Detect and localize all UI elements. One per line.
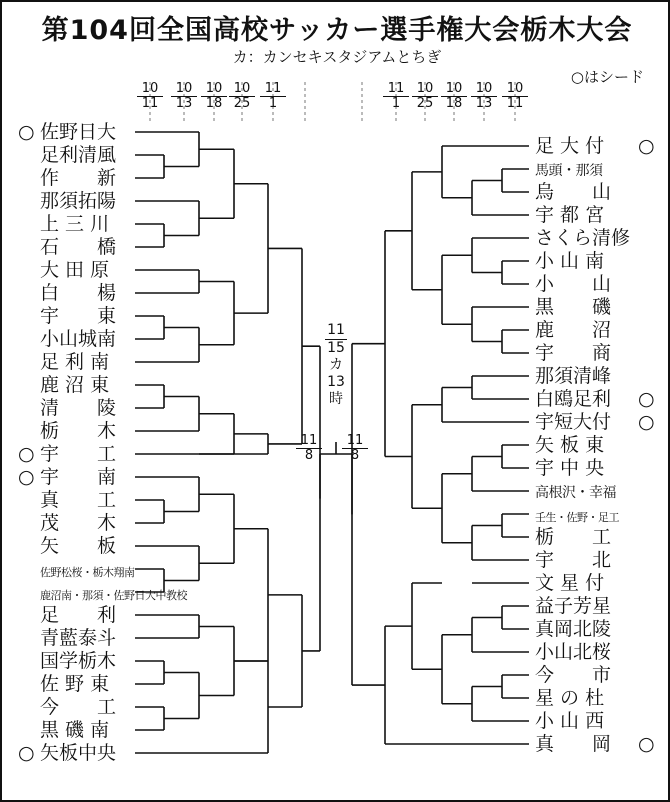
- date-day: 18: [441, 96, 467, 111]
- date-day: 18: [201, 96, 227, 111]
- team-name-left: 矢板中央: [40, 742, 117, 764]
- final-venue: カ: [329, 357, 343, 373]
- team-name-right: 小 山 西: [535, 710, 605, 732]
- team-name-right: 今 市: [535, 664, 612, 686]
- team-name-left: 佐野松桜・栃木翔南: [40, 566, 135, 579]
- team-name-right: 文 星 付: [535, 572, 605, 594]
- date-month: 11: [387, 81, 405, 96]
- team-name-right: 矢 板 東: [535, 434, 605, 456]
- team-name-right: 小 山 南: [535, 250, 605, 272]
- seed-legend: ○はシード: [570, 68, 644, 86]
- date-day: 1: [383, 96, 409, 111]
- semifinal-date-left: [296, 434, 322, 463]
- team-name-right: 真岡北陵: [535, 618, 612, 640]
- team-name-left: 佐野日大: [40, 121, 117, 143]
- date-month: 10: [475, 81, 493, 96]
- team-name-left: 鹿沼南・那須・佐野日大中教校: [40, 589, 187, 602]
- round-date-left: [201, 82, 227, 111]
- team-name-left: 宇 南: [40, 466, 117, 488]
- seed-mark: ○: [18, 742, 35, 764]
- team-name-right: 宇 都 宮: [535, 204, 605, 226]
- date-day: 25: [229, 96, 255, 111]
- round-date-right: [471, 82, 497, 111]
- team-name-right: 高根沢・幸福: [535, 485, 616, 501]
- team-name-left: 栃 木: [40, 420, 117, 442]
- date-month: 11: [264, 81, 282, 96]
- date-day: 1: [260, 96, 286, 111]
- seed-mark: ○: [638, 411, 655, 433]
- round-date-left: [229, 82, 255, 111]
- round-date-right: [383, 82, 409, 111]
- team-name-right: 那須清峰: [535, 365, 612, 387]
- seed-mark: ○: [638, 733, 655, 755]
- round-date-left: [260, 82, 286, 111]
- date-day: 11: [137, 96, 163, 111]
- team-name-left: 青藍泰斗: [40, 627, 117, 649]
- seed-mark: ○: [638, 135, 655, 157]
- final-time: 13: [327, 374, 345, 390]
- date-day: 13: [171, 96, 197, 111]
- final-time-unit: 時: [329, 391, 343, 407]
- date-month: 11: [300, 433, 318, 448]
- team-name-right: 烏 山: [535, 181, 612, 203]
- date-month: 11: [346, 433, 364, 448]
- team-name-left: 今 工: [40, 696, 117, 718]
- team-name-right: さくら清修: [535, 227, 631, 249]
- team-name-left: 黒 磯 南: [40, 719, 110, 741]
- team-name-right: 宇 中 央: [535, 457, 605, 479]
- team-name-left: 矢 板: [40, 535, 117, 557]
- team-name-right: 真 岡: [535, 733, 612, 755]
- date-month: 10: [205, 81, 223, 96]
- round-date-right: [502, 82, 528, 111]
- date-day: 8: [296, 448, 322, 463]
- team-name-left: 佐 野 東: [40, 673, 110, 695]
- team-name-left: 大 田 原: [40, 259, 110, 281]
- final-day: 15: [325, 339, 347, 357]
- round-date-left: [137, 82, 163, 111]
- round-date-right: [412, 82, 438, 111]
- seed-mark: ○: [18, 121, 35, 143]
- date-month: 10: [445, 81, 463, 96]
- round-date-left: [171, 82, 197, 111]
- seed-mark: ○: [18, 466, 35, 488]
- team-name-right: 壬生・佐野・足工: [535, 511, 619, 524]
- team-name-left: 真 工: [40, 489, 117, 511]
- team-name-left: 足 利: [40, 604, 117, 626]
- team-name-left: 清 陵: [40, 397, 117, 419]
- date-day: 13: [471, 96, 497, 111]
- team-name-right: 馬頭・那須: [535, 163, 603, 179]
- team-name-right: 栃 工: [535, 526, 612, 548]
- page-title: 第104回全国高校サッカー選手権大会栃木大会: [41, 15, 633, 46]
- team-name-left: 宇 工: [40, 443, 117, 465]
- semifinal-date-right: [342, 434, 368, 463]
- date-day: 8: [342, 448, 368, 463]
- date-month: 10: [233, 81, 251, 96]
- team-name-left: 作 新: [40, 167, 117, 189]
- team-name-left: 足利清風: [40, 144, 117, 166]
- team-name-right: 黒 磯: [535, 296, 612, 318]
- date-month: 10: [141, 81, 159, 96]
- team-name-left: 足 利 南: [40, 351, 110, 373]
- team-name-right: 宇 北: [535, 549, 612, 571]
- team-name-right: 小 山: [535, 273, 612, 295]
- final-info: [325, 322, 347, 408]
- team-name-left: 石 橋: [40, 236, 117, 258]
- seed-mark: ○: [638, 388, 655, 410]
- seed-mark: ○: [18, 443, 35, 465]
- team-name-left: 小山城南: [40, 328, 117, 350]
- team-name-right: 鹿 沼: [535, 319, 612, 341]
- team-name-right: 宇短大付: [535, 411, 612, 433]
- team-name-left: 鹿 沼 東: [40, 374, 110, 396]
- date-month: 10: [506, 81, 524, 96]
- date-month: 10: [175, 81, 193, 96]
- team-name-right: 星 の 杜: [535, 687, 605, 709]
- team-name-right: 足 大 付: [535, 135, 605, 157]
- venue-note: カ：カンセキスタジアムとちぎ: [232, 48, 442, 66]
- team-name-left: 那須拓陽: [40, 190, 117, 212]
- team-name-left: 茂 木: [40, 512, 117, 534]
- date-month: 10: [416, 81, 434, 96]
- team-name-right: 宇 商: [535, 342, 612, 364]
- date-day: 25: [412, 96, 438, 111]
- team-name-left: 国学栃木: [40, 650, 117, 672]
- team-name-right: 小山北桜: [535, 641, 612, 663]
- team-name-left: 宇 東: [40, 305, 117, 327]
- final-month: 11: [327, 322, 345, 338]
- team-name-left: 上 三 川: [40, 213, 110, 235]
- date-day: 11: [502, 96, 528, 111]
- round-date-right: [441, 82, 467, 111]
- team-name-left: 白 楊: [40, 282, 117, 304]
- team-name-right: 白鴎足利: [535, 388, 612, 410]
- team-name-right: 益子芳星: [535, 595, 612, 617]
